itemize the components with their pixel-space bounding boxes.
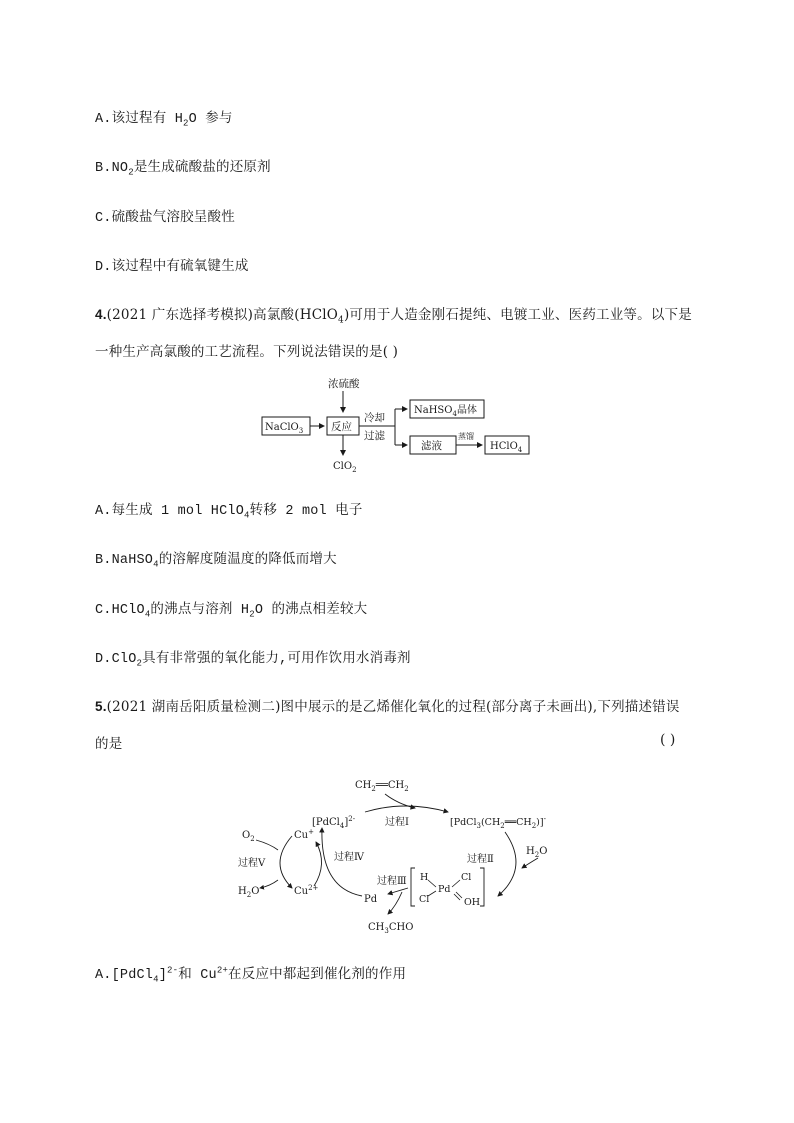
o2-label: $O_2$	[242, 830, 255, 843]
q5-catalysis-diagram	[230, 768, 560, 938]
q3-option-b: $B.NO_2$是生成硫酸盐的还原剂	[95, 161, 271, 178]
q5-stem-line1: 5.(2021 湖南岳阳质量检测二)图中展示的是乙烯催化氧化的过程(部分离子未画出),下列描述错误	[95, 699, 680, 715]
svg-text:滤液: 滤液	[421, 440, 442, 452]
svg-text:ClO2: ClO$_2$	[333, 461, 357, 474]
process1-label: 过程Ⅰ	[385, 817, 409, 828]
q3-option-a: A.该过程有 $H_2O$ 参与	[95, 112, 233, 129]
svg-text:Cl: Cl	[461, 872, 472, 883]
svg-text:NaHSO4晶体: NaHSO$_4$晶体	[414, 405, 477, 418]
cu2-plus-label: $Cu^{2+}$	[294, 884, 319, 897]
svg-text:H: H	[420, 872, 429, 883]
h2o-in-label: $H_2O$	[526, 846, 548, 859]
q4-option-b: B.NaHSO$_4$的溶解度随温度的降低而增大	[95, 553, 337, 570]
q4-flow-diagram	[250, 375, 550, 475]
distill-label: 蒸馏	[458, 432, 474, 441]
pdcl4-label: [PdCl$_4$]$^{2-}$	[312, 815, 356, 830]
q5-answer-paren: ( )	[660, 732, 676, 748]
ethylene-label: $CH_2══CH_2$	[355, 780, 409, 793]
svg-text:OH: OH	[464, 897, 481, 908]
q4-option-a: A.每生成 1 mol HClO$_4$转移 2 mol 电子	[95, 504, 363, 521]
q5-option-a: A.[PdCl$_4$]$^{2-}$和 $Cu^{2+}$在反应中都起到催化剂的作用	[95, 965, 407, 985]
complex-label: $[PdCl_3(CH_2══CH_2)]^-$	[450, 815, 546, 830]
ch3cho-label: $CH_3CHO$	[368, 922, 414, 935]
filter-label: 过滤	[364, 430, 385, 442]
pd-label: Pd	[364, 894, 378, 905]
q3-option-d: D.该过程中有硫氧键生成	[95, 260, 249, 275]
svg-text:Cl: Cl	[419, 894, 430, 905]
process5-label: 过程Ⅴ	[238, 858, 266, 869]
svg-text:Pd: Pd	[438, 884, 451, 895]
q4-option-d: D.ClO$_2$具有非常强的氧化能力,可用作饮用水消毒剂	[95, 652, 411, 669]
cu-plus-label: Cu+	[294, 828, 314, 841]
process3-label: 过程Ⅲ	[377, 876, 407, 887]
q4-stem-line2: 一种生产高氯酸的工艺流程。下列说法错误的是( )	[95, 344, 399, 360]
q4-stem-line1: 4.(2021 广东选择考模拟)高氯酸(HClO$_4$)可用于人造金刚石提纯、电镀工业、医药工业等。以下是	[95, 307, 692, 326]
process4-label: 过程Ⅳ	[334, 852, 364, 863]
cool-label: 冷却	[364, 412, 385, 424]
h2o-out-label: $H_2O$	[238, 886, 260, 899]
q4-option-c: C.HClO$_4$的沸点与溶剂 $H_2O$ 的沸点相差较大	[95, 603, 368, 620]
svg-text:反应: 反应	[331, 421, 352, 433]
svg-text:NaClO3: NaClO$_3$	[265, 422, 304, 435]
q5-stem-line2: 的是	[95, 736, 123, 752]
svg-text:HClO4: HClO$_4$	[490, 441, 523, 454]
process2-label: 过程Ⅱ	[467, 854, 494, 865]
reagent-label: 浓硫酸	[328, 378, 360, 390]
q3-option-c: C.硫酸盐气溶胶呈酸性	[95, 211, 235, 226]
